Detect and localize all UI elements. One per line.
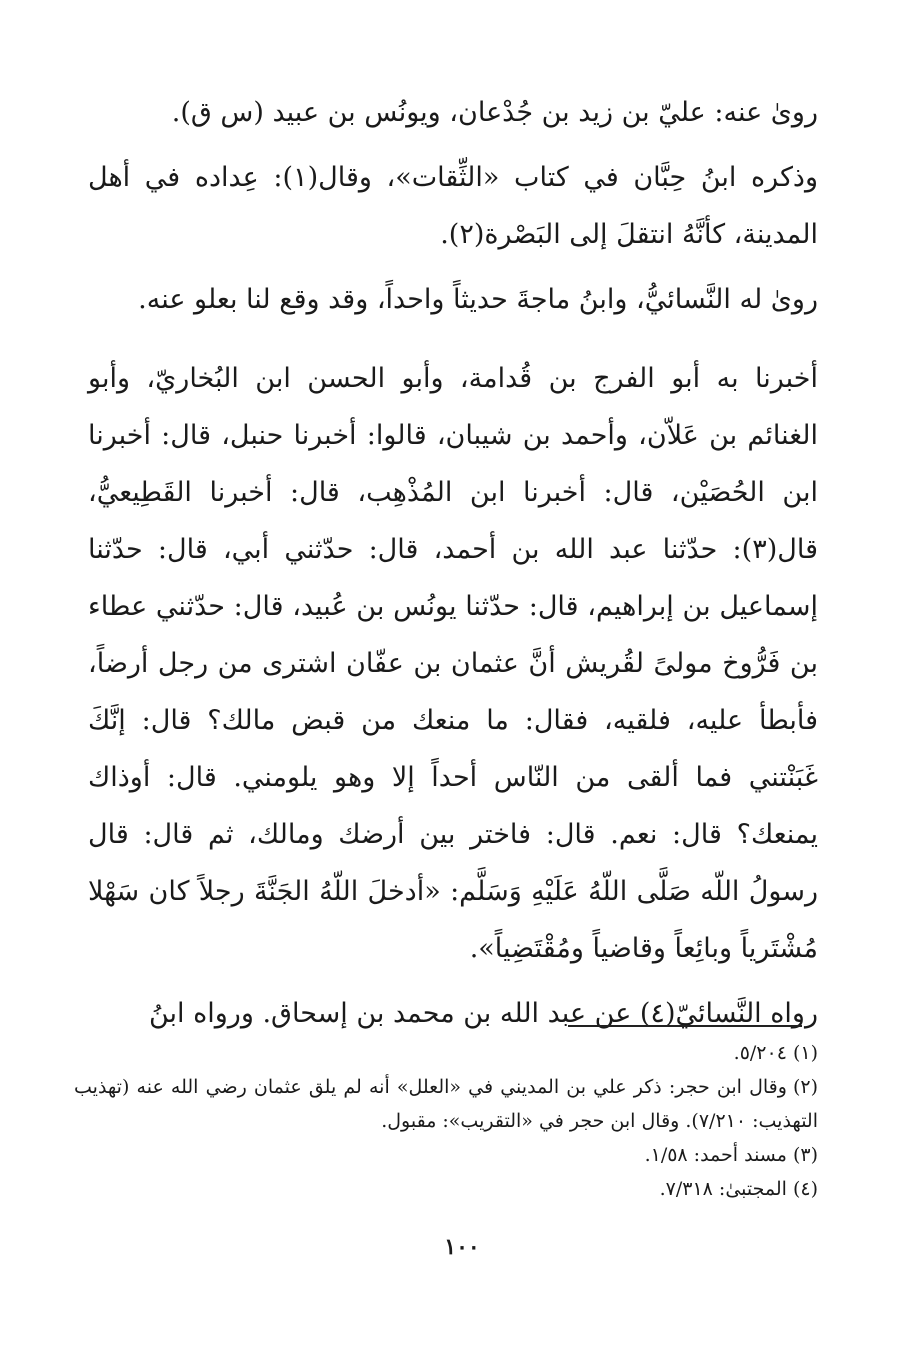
footnote-divider <box>568 1025 802 1027</box>
footnote-number: (١) <box>792 1042 818 1064</box>
footnote-text: ٥/٢٠٤. <box>733 1042 787 1064</box>
paragraph-ibn-hibban: وذكره ابنُ حِبَّان في كتاب «الثِّقات»، وقال(١): عِداده في أهل المدينة، كأنَّهُ انتقلَ إلى البَصْرة(٢). <box>88 162 818 250</box>
footnote-number: (٤) <box>792 1178 818 1200</box>
footnote-2 <box>74 1070 818 1138</box>
main-text <box>88 84 818 1042</box>
page-number: ١٠٠ <box>444 1234 480 1260</box>
footnote-4 <box>74 1172 818 1206</box>
footnotes <box>74 1036 818 1206</box>
paragraph-nasai-ibn-majah: روىٰ له النَّسائيُّ، وابنُ ماجةَ حديثاً واحداً، وقد وقع لنا بعلو عنه. <box>138 284 818 315</box>
footnote-text: مسند أحمد: ١/٥٨. <box>644 1144 787 1166</box>
footnote-1 <box>74 1036 818 1070</box>
footnote-text: وقال ابن حجر: ذكر علي بن المديني في «العلل» أنه لم يلق عثمان رضي الله عنه (تهذيب التهذيب: ٧/٢١٠). وقال ابن حجر في «التقريب»: مقبول. <box>74 1076 818 1132</box>
paragraph-hadith-chain: أخبرنا به أبو الفرج بن قُدامة، وأبو الحسن ابن البُخاريّ، وأبو الغنائم بن عَلاّن، وأحمد بن شيبان، قالوا: أخبرنا حنبل، قال: أخبرنا ابن الحُصَيْن، قال: أخبرنا ابن المُذْهِب، قال: أخبرنا القَطِيعيُّ، قال(٣): حدّثنا عبد الله بن أحمد، قال: حدّثني أبي، قال: حدّثنا إسماعيل بن إبراهيم، قال: حدّثنا يونُس بن عُبيد، قال: حدّثني عطاء بن فَرُّوخ مولىً لقُريش أنَّ عثمان بن عفّان اشترى من رجل أرضاً، فأبطأ عليه، فلقيه، فقال: ما منعك من قبض مالك؟ قال: إنَّكَ غَبَنْتني فما ألقى من النّاس أحداً إلا وهو يلومني. قال: أوذاك يمنعك؟ قال: نعم. قال: فاختر بين أرضك ومالك، ثم قال: قال رسولُ اللّه صَلَّى اللّهُ عَلَيْهِ وَسَلَّم: «أدخلَ اللّهُ الجَنَّةَ رجلاً كان سَهْلا مُشْتَرياً وبائِعاً وقاضياً ومُقْتَضِياً». <box>88 363 818 964</box>
footnote-text: المجتبىٰ: ٧/٣١٨. <box>659 1178 787 1200</box>
paragraph-narrators: روىٰ عنه: عليّ بن زيد بن جُدْعان، ويونُس بن عبيد (س ق). <box>171 97 818 128</box>
footnote-number: (٣) <box>792 1144 818 1166</box>
footnote-number: (٢) <box>792 1076 818 1098</box>
footnote-3 <box>74 1138 818 1172</box>
paragraph-riwaya: رواه النَّسائيّ(٤) عن عبد الله بن محمد بن إسحاق. ورواه ابنُ <box>148 998 818 1029</box>
